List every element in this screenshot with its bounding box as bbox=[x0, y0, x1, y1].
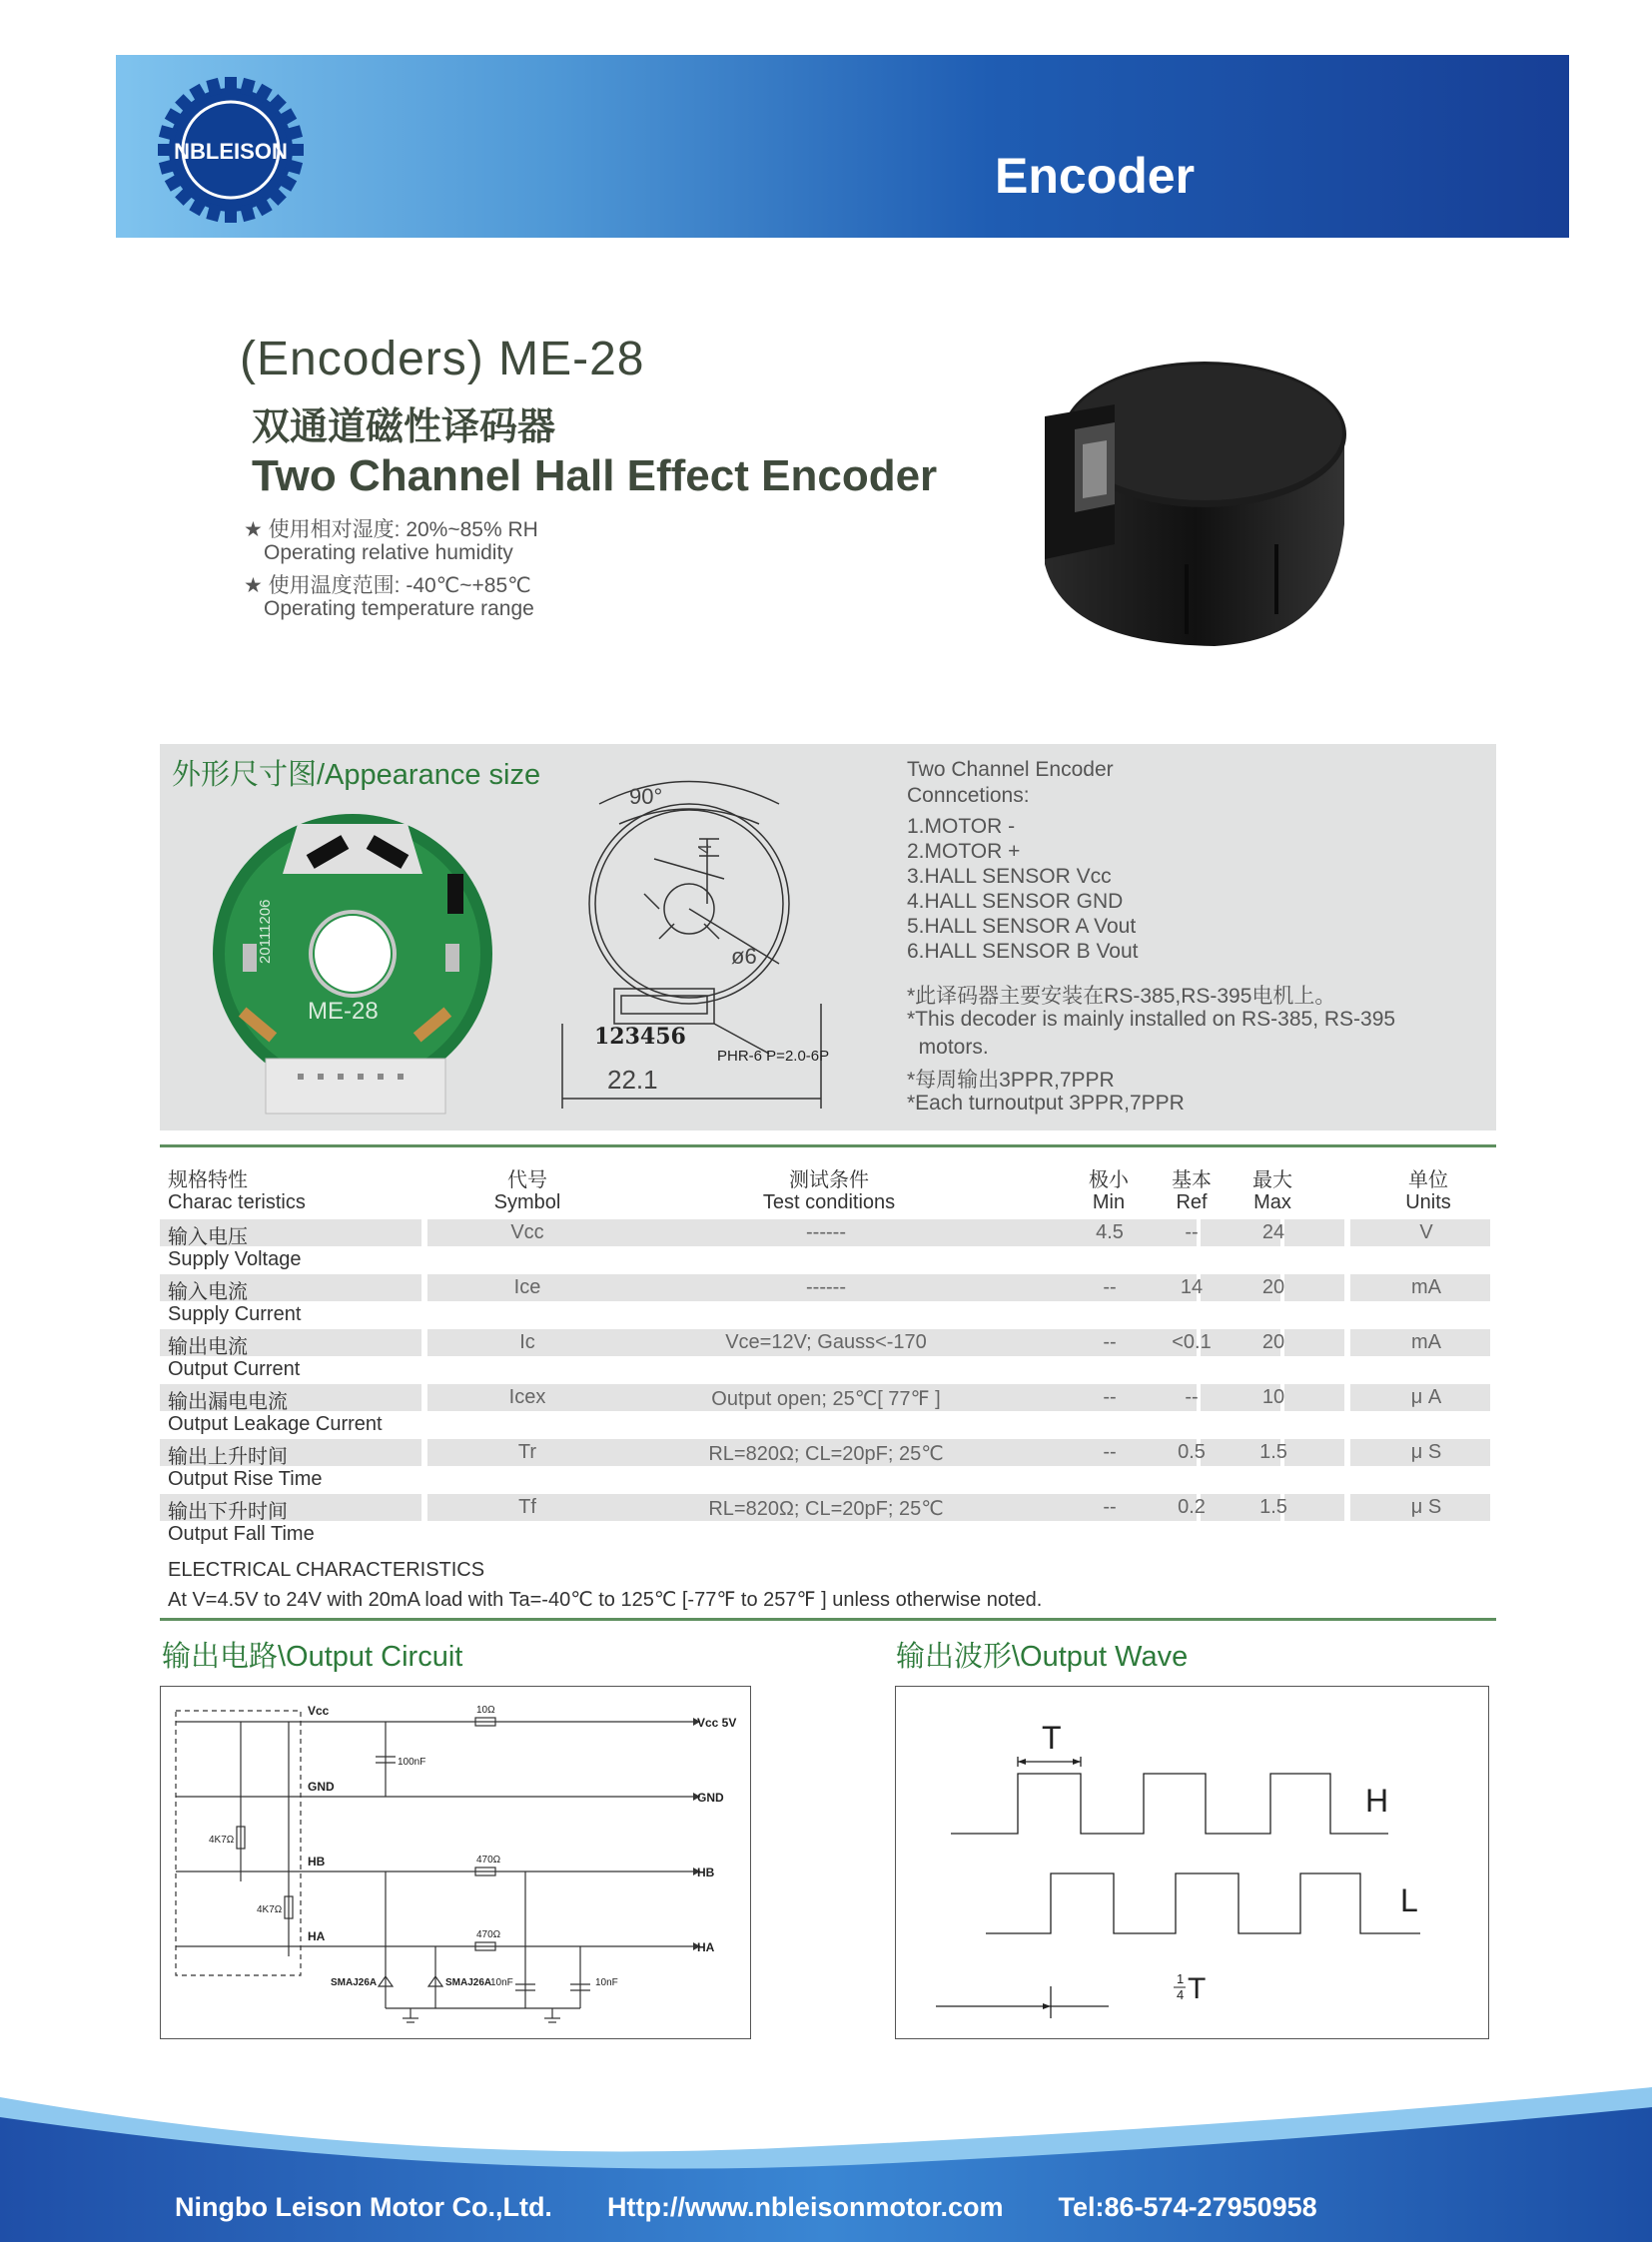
label-c100: 100nF bbox=[398, 1757, 426, 1768]
cell-max: 20 bbox=[1261, 1276, 1285, 1298]
label-ha-out: HA bbox=[697, 1940, 715, 1954]
spec-temperature-cn: ★ 使用温度范围: -40℃~+85℃ bbox=[244, 574, 531, 597]
circuit-svg bbox=[161, 1687, 750, 2038]
connection-item: 4.HALL SENSOR GND bbox=[907, 890, 1124, 913]
connection-item: 3.HALL SENSOR Vcc bbox=[907, 865, 1112, 888]
dim-angle: 90° bbox=[629, 784, 663, 809]
th-ref-en: Ref bbox=[1176, 1191, 1208, 1213]
cell-symbol: Vcc bbox=[510, 1221, 544, 1243]
wave-title: 输出波形\Output Wave bbox=[896, 1641, 1189, 1673]
th-unit-en: Units bbox=[1405, 1191, 1451, 1213]
circuit-title: 输出电路\Output Circuit bbox=[162, 1641, 463, 1673]
spec-temperature-en: Operating temperature range bbox=[264, 597, 534, 620]
row-name-cn: 输入电压 bbox=[168, 1226, 248, 1248]
row-name-en: Output Current bbox=[168, 1358, 301, 1380]
footer-tel: Tel:86-574-27950958 bbox=[1058, 2192, 1317, 2222]
company-logo bbox=[156, 75, 306, 225]
footer-company: Ningbo Leison Motor Co.,Ltd. bbox=[175, 2192, 552, 2222]
cell-max: 20 bbox=[1261, 1331, 1285, 1353]
page-title: Encoder bbox=[995, 148, 1196, 204]
cell-ref: <0.1 bbox=[1172, 1331, 1212, 1353]
label-diode-1: SMAJ26A bbox=[331, 1977, 378, 1988]
cell-unit: μ S bbox=[1410, 1496, 1442, 1518]
cell-symbol: Tf bbox=[518, 1496, 536, 1518]
cell-cond: RL=820Ω; CL=20pF; 25℃ bbox=[708, 1498, 944, 1520]
wave-svg bbox=[896, 1687, 1488, 2038]
th-min-en: Min bbox=[1092, 1191, 1126, 1213]
cell-unit: μ A bbox=[1410, 1386, 1442, 1408]
row-name-en: Supply Current bbox=[168, 1303, 302, 1325]
wave-period-label: T bbox=[1042, 1720, 1062, 1756]
product-title-cn: 双通道磁性译码器 bbox=[252, 406, 556, 448]
th-cond-cn: 测试条件 bbox=[789, 1169, 869, 1191]
table-footnote-conditions: At V=4.5V to 24V with 20mA load with Ta=-40℃ to 125℃ [-77℉ to 257℉ ] unless otherwise noted. bbox=[168, 1589, 1043, 1611]
cell-ref: -- bbox=[1185, 1221, 1199, 1243]
connection-item: 5.HALL SENSOR A Vout bbox=[907, 915, 1137, 938]
connector-spec: PHR-6 P=2.0-6P bbox=[717, 1048, 830, 1065]
logo-text: NBLEISON bbox=[174, 139, 288, 164]
row-name-cn: 输出上升时间 bbox=[168, 1446, 288, 1468]
dimension-drawing bbox=[559, 764, 889, 1123]
cell-symbol: Icex bbox=[508, 1386, 546, 1408]
cell-unit: mA bbox=[1411, 1276, 1441, 1298]
label-r4k7-a: 4K7Ω bbox=[209, 1835, 235, 1846]
th-sym-en: Symbol bbox=[493, 1191, 561, 1213]
row-name-cn: 输出电流 bbox=[168, 1336, 248, 1358]
note-item: *This decoder is mainly installed on RS-385, RS-395 bbox=[907, 1008, 1396, 1031]
spec-humidity-cn: ★ 使用相对湿度: 20%~85% RH bbox=[244, 518, 538, 541]
connections-title-2: Conncetions: bbox=[907, 784, 1030, 807]
cell-cond: Vce=12V; Gauss<-170 bbox=[725, 1331, 927, 1353]
row-name-en: Output Rise Time bbox=[168, 1468, 323, 1490]
cell-min: 4.5 bbox=[1096, 1221, 1124, 1243]
dim-4: 4 bbox=[695, 843, 715, 854]
th-ref-cn: 基本 bbox=[1172, 1169, 1212, 1191]
th-max-cn: 最大 bbox=[1252, 1169, 1292, 1191]
cell-min: -- bbox=[1103, 1331, 1117, 1353]
cell-cond: ------ bbox=[806, 1221, 846, 1243]
cell-min: -- bbox=[1103, 1276, 1117, 1298]
th-char-en: Charac teristics bbox=[168, 1191, 306, 1213]
cell-min: -- bbox=[1103, 1496, 1117, 1518]
label-diode-2: SMAJ26A bbox=[445, 1977, 492, 1988]
cell-min: -- bbox=[1103, 1441, 1117, 1463]
label-r470-a: 470Ω bbox=[476, 1855, 501, 1866]
circuit-diagram bbox=[160, 1686, 751, 2039]
cell-ref: 0.2 bbox=[1178, 1496, 1206, 1518]
cell-ref: 0.5 bbox=[1178, 1441, 1206, 1463]
pcb-code-label: 20111206 bbox=[257, 899, 274, 964]
th-max-en: Max bbox=[1253, 1191, 1291, 1213]
th-sym-cn: 代号 bbox=[507, 1169, 547, 1191]
label-r10: 10Ω bbox=[476, 1705, 495, 1716]
th-unit-cn: 单位 bbox=[1408, 1169, 1448, 1191]
cell-unit: mA bbox=[1411, 1331, 1441, 1353]
cell-max: 1.5 bbox=[1259, 1496, 1287, 1518]
quarter-den: 4 bbox=[1177, 1987, 1185, 2002]
divider bbox=[160, 1144, 1496, 1147]
connection-item: 1.MOTOR - bbox=[907, 815, 1016, 838]
row-name-en: Output Fall Time bbox=[168, 1523, 315, 1545]
row-name-cn: 输入电流 bbox=[168, 1281, 248, 1303]
label-vcc: Vcc bbox=[308, 1704, 330, 1718]
label-gnd-out: GND bbox=[697, 1791, 724, 1805]
wave-diagram bbox=[895, 1686, 1489, 2039]
label-hb-out: HB bbox=[697, 1866, 715, 1879]
note-item: motors. bbox=[907, 1036, 989, 1059]
wave-low-label: L bbox=[1400, 1882, 1418, 1918]
cell-cond: Output open; 25℃[ 77℉ ] bbox=[711, 1388, 941, 1410]
label-c10-a: 10nF bbox=[490, 1977, 513, 1988]
label-r470-b: 470Ω bbox=[476, 1929, 501, 1940]
wave-high-label: H bbox=[1365, 1783, 1389, 1819]
connections-title-1: Two Channel Encoder bbox=[907, 758, 1114, 781]
note-item: *每周输出3PPR,7PPR bbox=[907, 1069, 1115, 1092]
footer-contact bbox=[175, 2192, 1473, 2223]
th-char-cn: 规格特性 bbox=[168, 1169, 248, 1191]
cell-symbol: Ic bbox=[519, 1331, 535, 1353]
cell-symbol: Tr bbox=[517, 1441, 537, 1463]
label-ha: HA bbox=[308, 1929, 326, 1943]
row-name-cn: 输出漏电电流 bbox=[168, 1391, 288, 1413]
note-item: *此译码器主要安装在RS-385,RS-395电机上。 bbox=[907, 985, 1336, 1008]
label-gnd: GND bbox=[308, 1780, 335, 1794]
cell-ref: 14 bbox=[1180, 1276, 1204, 1298]
cell-symbol: Ice bbox=[513, 1276, 541, 1298]
table-footnote-title: ELECTRICAL CHARACTERISTICS bbox=[168, 1559, 485, 1581]
label-vcc5v: Vcc 5V bbox=[697, 1716, 737, 1730]
product-model-title: (Encoders) ME-28 bbox=[240, 333, 645, 385]
connection-item: 2.MOTOR + bbox=[907, 840, 1021, 863]
quarter-T: T bbox=[1188, 1972, 1207, 2005]
header-banner bbox=[116, 55, 1569, 238]
label-hb: HB bbox=[308, 1855, 326, 1868]
th-cond-en: Test conditions bbox=[762, 1191, 896, 1213]
cell-max: 10 bbox=[1261, 1386, 1285, 1408]
product-title-en: Two Channel Hall Effect Encoder bbox=[252, 451, 938, 500]
cell-cond: ------ bbox=[806, 1276, 846, 1298]
label-r4k7-b: 4K7Ω bbox=[257, 1904, 283, 1915]
cell-max: 24 bbox=[1261, 1221, 1285, 1243]
cell-cond: RL=820Ω; CL=20pF; 25℃ bbox=[708, 1443, 944, 1465]
label-c10-b: 10nF bbox=[595, 1977, 618, 1988]
cell-min: -- bbox=[1103, 1386, 1117, 1408]
row-name-cn: 输出下升时间 bbox=[168, 1501, 288, 1523]
divider bbox=[160, 1618, 1496, 1621]
th-min-cn: 极小 bbox=[1089, 1169, 1129, 1191]
spec-humidity-en: Operating relative humidity bbox=[264, 541, 513, 564]
cell-max: 1.5 bbox=[1259, 1441, 1287, 1463]
row-name-en: Output Leakage Current bbox=[168, 1413, 383, 1435]
appearance-panel bbox=[160, 744, 1496, 1130]
cell-unit: μ S bbox=[1410, 1441, 1442, 1463]
footer-url[interactable]: Http://www.nbleisonmotor.com bbox=[606, 2192, 1004, 2222]
quarter-num: 1 bbox=[1177, 1971, 1185, 1986]
cell-ref: -- bbox=[1185, 1386, 1199, 1408]
cell-unit: V bbox=[1419, 1221, 1433, 1243]
encoder-product-image bbox=[1035, 355, 1354, 654]
note-item: *Each turnoutput 3PPR,7PPR bbox=[907, 1092, 1185, 1115]
dim-pin-numbers: 123456 bbox=[594, 1024, 686, 1050]
dim-width: 22.1 bbox=[607, 1065, 658, 1095]
pcb-photo bbox=[208, 804, 507, 1123]
appearance-title: 外形尺寸图/Appearance size bbox=[172, 759, 541, 791]
row-name-en: Supply Voltage bbox=[168, 1248, 302, 1270]
dim-diameter: ø6 bbox=[731, 944, 757, 969]
pcb-model-label: ME-28 bbox=[308, 998, 379, 1025]
connection-item: 6.HALL SENSOR B Vout bbox=[907, 940, 1139, 963]
